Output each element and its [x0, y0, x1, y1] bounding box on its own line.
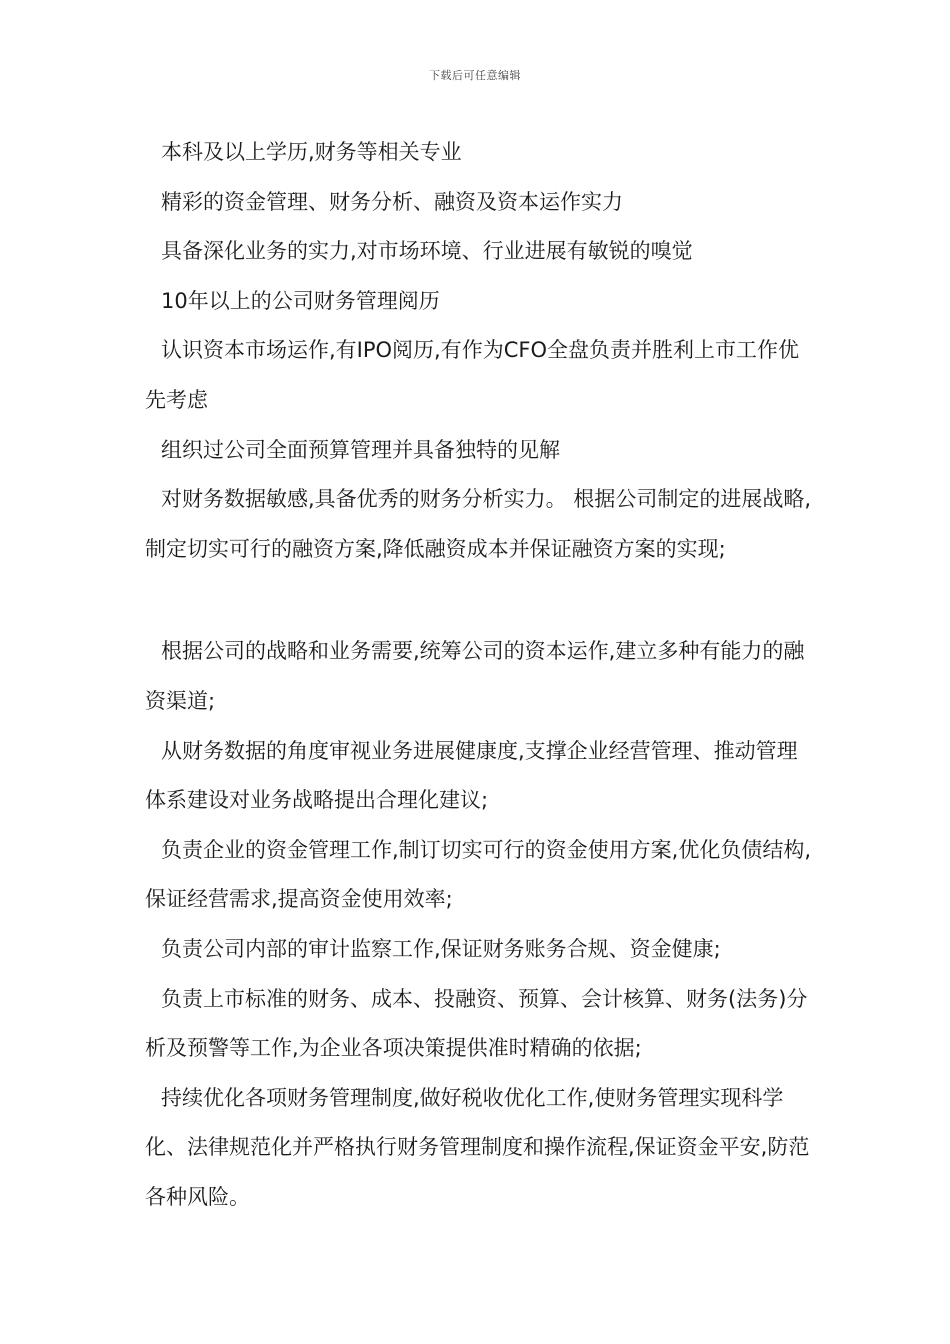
paragraph-gap [145, 574, 813, 627]
paragraph-duty-financing-plan: 对财务数据敏感,具备优秀的财务分析实力。 根据公司制定的进展战略,制定切实可行的融资方案,降低融资成本并保证融资方案的实现; [145, 487, 812, 561]
document-body [145, 128, 813, 1222]
paragraph-duty-fund-management: 负责企业的资金管理工作,制订切实可行的资金使用方案,优化负债结构,保证经营需求,提高资金使用效率; [145, 837, 812, 912]
paragraph-duty-audit: 负责公司内部的审计监察工作,保证财务账务合规、资金健康; [161, 936, 721, 961]
paragraph-requirement-business-insight: 具备深化业务的实力,对市场环境、行业进展有敏锐的嗅觉 [161, 239, 693, 264]
paragraph-duty-capital-operation: 根据公司的战略和业务需要,统筹公司的资本运作,建立多种有能力的融资渠道; [145, 639, 805, 713]
paragraph-requirement-budget: 组织过公司全面预算管理并具备独特的见解 [161, 437, 560, 462]
paragraph-requirement-ipo: 认识资本市场运作,有IPO阅历,有作为CFO全盘负责并胜利上市工作优先考虑 [145, 338, 800, 412]
paragraph-duty-optimization: 持续优化各项财务管理制度,做好税收优化工作,使财务管理实现科学化、法律规范化并严格执行财务管理制度和操作流程,保证资金平安,防范各种风险。 [145, 1085, 810, 1209]
page-header: 下载后可任意编辑 [429, 69, 521, 82]
paragraph-duty-listing-standards: 负责上市标准的财务、成本、投融资、预算、会计核算、财务(法务)分析及预警等工作,为企业各项决策提供准时精确的依据; [145, 986, 808, 1061]
paragraph-requirement-capital-management: 精彩的资金管理、财务分析、融资及资本运作实力 [161, 189, 623, 214]
paragraph-requirement-education: 本科及以上学历,财务等相关专业 [161, 140, 462, 164]
paragraph-requirement-experience: 10年以上的公司财务管理阅历 [161, 288, 440, 313]
paragraph-duty-business-health: 从财务数据的角度审视业务进展健康度,支撑企业经营管理、推动管理体系建设对业务战略提出合理化建议; [145, 738, 798, 813]
